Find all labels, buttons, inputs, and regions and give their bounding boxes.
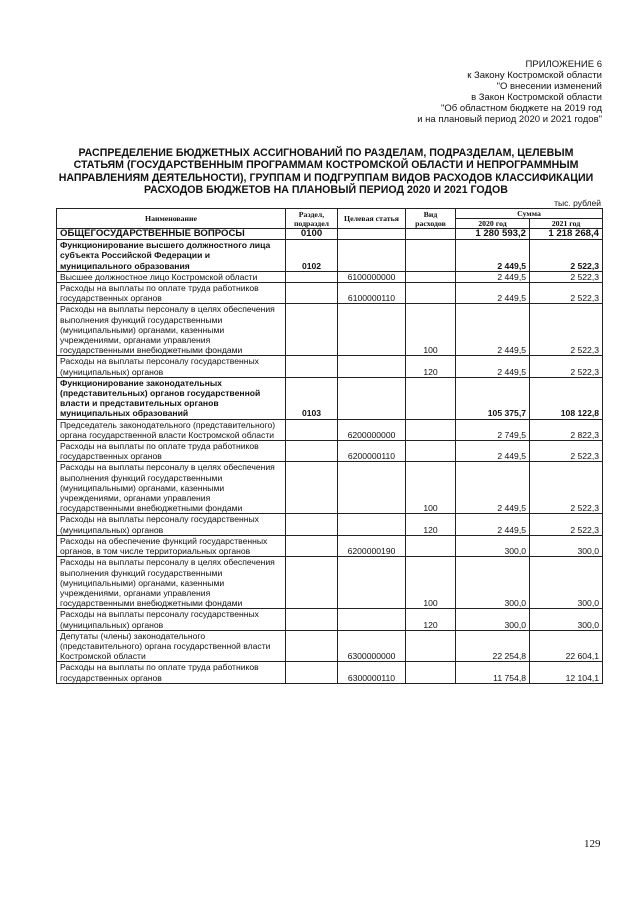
cell-sum-2021: 2 822,3 (530, 419, 603, 440)
cell-article (338, 229, 406, 240)
table-row (57, 609, 603, 630)
cell-sum-2020: 2 449,5 (456, 356, 530, 377)
title-line: РАСПРЕДЕЛЕНИЕ БЮДЖЕТНЫХ АССИГНОВАНИЙ ПО РАЗДЕЛАМ, ПОДРАЗДЕЛАМ, ЦЕЛЕВЫМ (78, 147, 574, 159)
table-row (57, 662, 603, 683)
table-row (57, 535, 603, 556)
cell-section: 0102 (286, 240, 338, 272)
cell-article: 6200000000 (338, 419, 406, 440)
cell-article: 6100000000 (338, 271, 406, 282)
cell-name: Расходы на выплаты персоналу государственных (муниципальных) органов (57, 514, 286, 535)
cell-sum-2021: 12 104,1 (530, 662, 603, 683)
cell-kind (406, 441, 456, 462)
cell-article: 6300000110 (338, 662, 406, 683)
cell-sum-2021: 2 522,3 (530, 462, 603, 514)
cell-section (286, 630, 338, 662)
table-row (57, 283, 603, 304)
cell-sum-2021: 300,0 (530, 535, 603, 556)
cell-name: Функционирование законодательных (представительных) органов государственной власти и представительных органов муниципальных образований (57, 377, 286, 419)
header-section: Раздел, подраздел (286, 209, 338, 229)
cell-article (338, 377, 406, 419)
table-row (57, 229, 603, 240)
cell-sum-2020: 300,0 (456, 557, 530, 609)
cell-name: Расходы на выплаты по оплате труда работников государственных органов (57, 662, 286, 683)
cell-sum-2021: 2 522,3 (530, 283, 603, 304)
appendix-line: "О внесении изменений (496, 81, 602, 92)
cell-sum-2021: 300,0 (530, 609, 603, 630)
cell-section (286, 462, 338, 514)
cell-article: 6300000000 (338, 630, 406, 662)
cell-name: Расходы на выплаты по оплате труда работников государственных органов (57, 283, 286, 304)
cell-article (338, 462, 406, 514)
cell-name: ОБЩЕГОСУДАРСТВЕННЫЕ ВОПРОСЫ (57, 229, 286, 240)
cell-kind: 120 (406, 609, 456, 630)
cell-sum-2021: 22 604,1 (530, 630, 603, 662)
cell-kind: 100 (406, 557, 456, 609)
cell-sum-2021: 2 522,3 (530, 356, 603, 377)
cell-article: 6200000190 (338, 535, 406, 556)
cell-article (338, 356, 406, 377)
cell-name: Расходы на обеспечение функций государственных органов, в том числе территориальных органов (57, 535, 286, 556)
appendix-line: к Закону Костромской области (467, 70, 602, 81)
cell-section (286, 356, 338, 377)
header-kind: Вид расходов (406, 209, 456, 229)
title-line: РАСХОДОВ БЮДЖЕТОВ НА ПЛАНОВЫЙ ПЕРИОД 2020 И 2021 ГОДОВ (144, 183, 508, 196)
cell-kind: 120 (406, 514, 456, 535)
cell-kind (406, 419, 456, 440)
cell-kind (406, 535, 456, 556)
cell-article (338, 240, 406, 272)
cell-sum-2021: 108 122,8 (530, 377, 603, 419)
cell-article (338, 514, 406, 535)
cell-name: Председатель законодательного (представительного) органа государственной власти Костромской области (57, 419, 286, 440)
cell-article (338, 304, 406, 356)
cell-sum-2020: 2 449,5 (456, 240, 530, 272)
cell-name: Депутаты (члены) законодательного (представительного) органа государственной власти Костромской области (57, 630, 286, 662)
cell-name: Расходы на выплаты по оплате труда работников государственных органов (57, 441, 286, 462)
budget-table (56, 208, 603, 684)
table-row (57, 441, 603, 462)
header-article: Целевая статья (338, 209, 406, 229)
cell-article: 6100000110 (338, 283, 406, 304)
cell-sum-2020: 22 254,8 (456, 630, 530, 662)
cell-name: Высшее должностное лицо Костромской области (57, 271, 286, 282)
cell-sum-2020: 1 280 593,2 (456, 229, 530, 240)
cell-sum-2020: 2 449,5 (456, 462, 530, 514)
cell-sum-2021: 2 522,3 (530, 271, 603, 282)
cell-section (286, 271, 338, 282)
cell-section: 0100 (286, 229, 338, 240)
cell-section (286, 662, 338, 683)
cell-name: Расходы на выплаты персоналу государственных (муниципальных) органов (57, 609, 286, 630)
cell-kind: 100 (406, 462, 456, 514)
cell-section (286, 441, 338, 462)
cell-sum-2020: 11 754,8 (456, 662, 530, 683)
unit-label: тыс. рублей (554, 198, 601, 208)
appendix-line: и на плановый период 2020 и 2021 годов" (417, 114, 602, 125)
cell-kind (406, 271, 456, 282)
cell-sum-2021: 2 522,3 (530, 441, 603, 462)
document-title (40, 147, 612, 196)
cell-kind: 120 (406, 356, 456, 377)
header-sum: Сумма (456, 209, 603, 219)
page-number: 129 (584, 838, 601, 850)
cell-sum-2021: 2 522,3 (530, 514, 603, 535)
cell-section (286, 557, 338, 609)
cell-section (286, 609, 338, 630)
cell-section (286, 535, 338, 556)
cell-sum-2021: 2 522,3 (530, 240, 603, 272)
table-row (57, 630, 603, 662)
title-line: НАПРАВЛЕНИЯМ ДЕЯТЕЛЬНОСТИ), ГРУППАМ И ПОДГРУППАМ ВИДОВ РАСХОДОВ КЛАССИФИКАЦИИ (58, 171, 594, 184)
table-row (57, 419, 603, 440)
cell-section: 0103 (286, 377, 338, 419)
table-row (57, 240, 603, 272)
appendix-header (282, 59, 602, 125)
cell-kind (406, 662, 456, 683)
table-row (57, 271, 603, 282)
cell-sum-2020: 300,0 (456, 535, 530, 556)
appendix-line: ПРИЛОЖЕНИЕ 6 (525, 59, 602, 70)
cell-kind (406, 283, 456, 304)
cell-sum-2020: 2 749,5 (456, 419, 530, 440)
cell-sum-2021: 1 218 268,4 (530, 229, 603, 240)
table-row (57, 514, 603, 535)
table-body (57, 229, 603, 684)
table-row (57, 462, 603, 514)
cell-name: Расходы на выплаты персоналу в целях обеспечения выполнения функций государственными (муниципальными) органами, казенными учреждениями, органами управления государственными внебюджетными фондами (57, 462, 286, 514)
cell-sum-2020: 2 449,5 (456, 304, 530, 356)
cell-sum-2021: 300,0 (530, 557, 603, 609)
table-row (57, 356, 603, 377)
title-line: СТАТЬЯМ (ГОСУДАРСТВЕННЫМ ПРОГРАММАМ КОСТРОМСКОЙ ОБЛАСТИ И НЕПРОГРАММНЫМ (73, 159, 579, 172)
cell-sum-2020: 300,0 (456, 609, 530, 630)
cell-kind: 100 (406, 304, 456, 356)
cell-section (286, 514, 338, 535)
cell-kind (406, 240, 456, 272)
cell-article (338, 557, 406, 609)
appendix-line: "Об областном бюджете на 2019 год (441, 103, 602, 114)
cell-kind (406, 630, 456, 662)
table-row (57, 377, 603, 419)
cell-sum-2020: 2 449,5 (456, 271, 530, 282)
table-row (57, 557, 603, 609)
header-year-2021: 2021 год (530, 219, 603, 229)
cell-name: Расходы на выплаты персоналу государственных (муниципальных) органов (57, 356, 286, 377)
cell-kind (406, 229, 456, 240)
cell-section (286, 304, 338, 356)
cell-sum-2020: 2 449,5 (456, 283, 530, 304)
cell-article: 6200000110 (338, 441, 406, 462)
header-year-2020: 2020 год (456, 219, 530, 229)
cell-sum-2020: 2 449,5 (456, 441, 530, 462)
appendix-line: в Закон Костромской области (471, 92, 602, 103)
cell-name: Расходы на выплаты персоналу в целях обеспечения выполнения функций государственными (муниципальными) органами, казенными учреждениями, органами управления государственными внебюджетными фондами (57, 557, 286, 609)
cell-article (338, 609, 406, 630)
table-row (57, 304, 603, 356)
cell-kind (406, 377, 456, 419)
cell-sum-2020: 105 375,7 (456, 377, 530, 419)
cell-name: Функционирование высшего должностного лица субъекта Российской Федерации и муниципального образования (57, 240, 286, 272)
cell-sum-2020: 2 449,5 (456, 514, 530, 535)
header-name: Наименование (57, 209, 286, 229)
cell-name: Расходы на выплаты персоналу в целях обеспечения выполнения функций государственными (муниципальными) органами, казенными учреждениями, органами управления государственными внебюджетными фондами (57, 304, 286, 356)
cell-sum-2021: 2 522,3 (530, 304, 603, 356)
cell-section (286, 419, 338, 440)
cell-section (286, 283, 338, 304)
